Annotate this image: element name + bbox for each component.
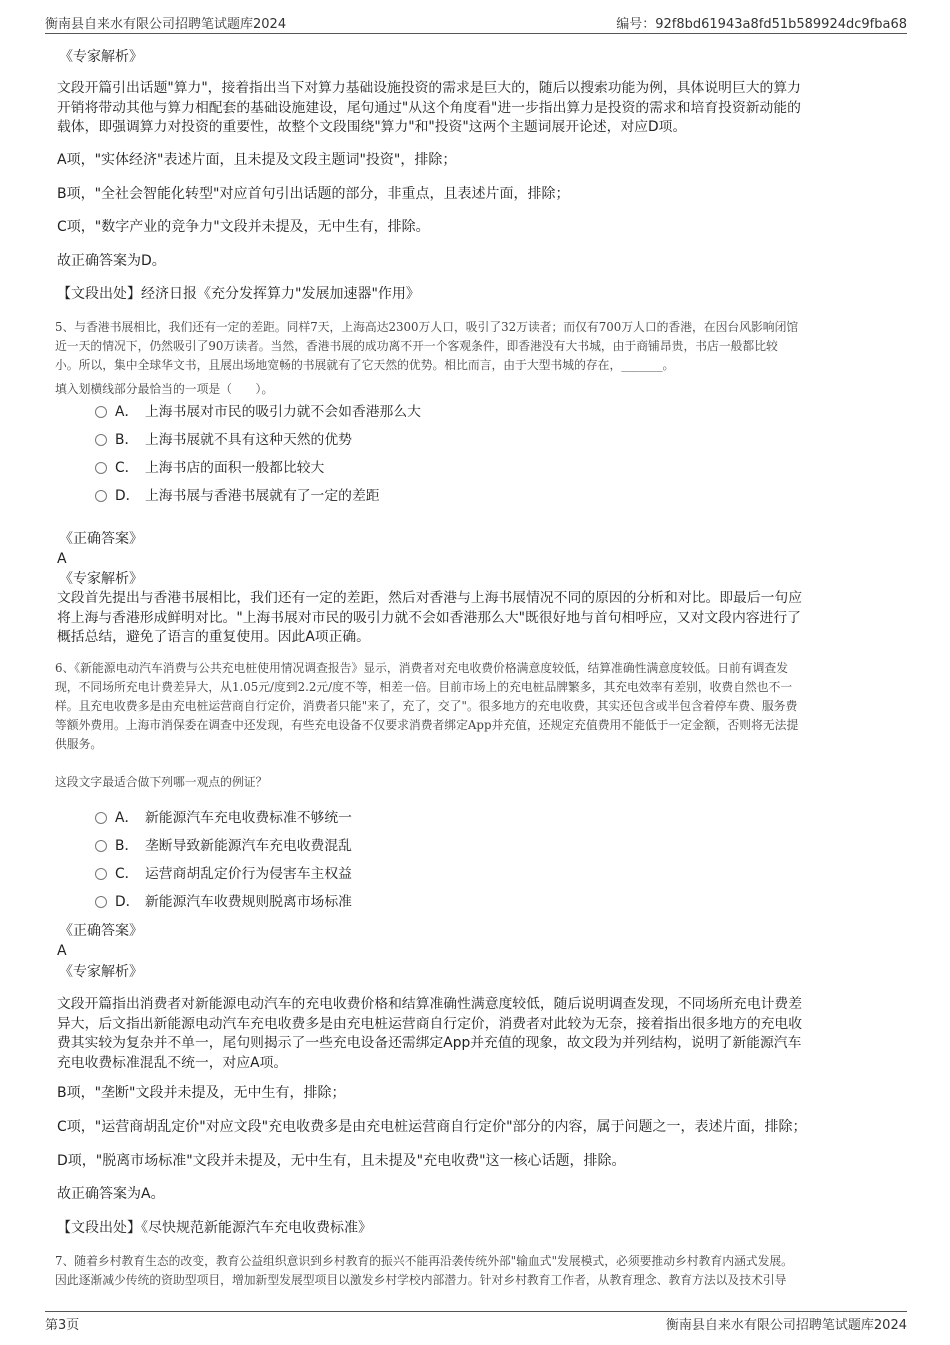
option-label: A． (115, 404, 139, 420)
header-title: 衡南县自来水有限公司招聘笔试题库2024 (45, 17, 287, 32)
q4-option-a-note: A项，"实体经济"表述片面，且未提及文段主题词"投资"，排除； (57, 152, 457, 168)
q6-option-b[interactable] (95, 836, 352, 856)
option-label: C． (115, 460, 139, 476)
option-text: 运营商胡乱定价行为侵害车主权益 (145, 866, 352, 882)
q5-option-c[interactable] (95, 458, 324, 478)
option-label: D． (115, 894, 140, 910)
q5-stem: 填入划横线部分最恰当的一项是（ ）。 (55, 382, 274, 396)
q6-analysis-line: 文段开篇指出消费者对新能源电动汽车的充电收费价格和结算准确性满意度较低，随后说明调查发现，不同场所充电计费差 (57, 996, 803, 1012)
q5-option-b[interactable] (95, 430, 352, 450)
q7-line: 因此逐渐减少传统的资助型项目，增加新型发展型项目以激发乡村学校内部潜力。针对乡村教育工作者，从教育理念、教育方法以及技术引导 (55, 1273, 787, 1287)
radio-icon[interactable] (95, 434, 107, 446)
q5-analysis (57, 589, 892, 648)
q6-analysis-title: 《专家解析》 (59, 964, 143, 980)
q6-option-c[interactable] (95, 864, 352, 884)
option-text: 上海书展与香港书展就有了一定的差距 (145, 488, 380, 504)
radio-icon[interactable] (95, 462, 107, 474)
page-number: 第3页 (45, 1318, 80, 1333)
q5-analysis-line: 将上海与香港形成鲜明对比。"上海书展对市民的吸引力就不会如香港那么大"既很好地与首句相呼应，又对文段内容进行了 (57, 609, 801, 626)
q4-analysis-line: 载体，即强调算力对投资的重要性，故整个文段围绕"算力"和"投资"这两个主题词展开论述，对应D项。 (57, 119, 687, 135)
q4-answer: 故正确答案为D。 (57, 253, 166, 269)
q6-option-d[interactable] (95, 892, 352, 912)
q6-line: 6、《新能源电动汽车消费与公共充电桩使用情况调查报告》显示，消费者对充电收费价格满意度较低，结算准确性满意度较低。日前有调查发 (55, 661, 789, 675)
option-label: B． (115, 432, 139, 448)
radio-icon[interactable] (95, 868, 107, 880)
header-divider (45, 33, 907, 34)
radio-icon[interactable] (95, 406, 107, 418)
q7-question (55, 1252, 895, 1290)
option-text: 上海书展就不具有这种天然的优势 (145, 432, 352, 448)
option-text: 垄断导致新能源汽车充电收费混乱 (145, 838, 352, 854)
q4-analysis (57, 79, 892, 138)
radio-icon[interactable] (95, 896, 107, 908)
q6-option-c-note: C项，"运营商胡乱定价"对应文段"充电收费多是由充电桩运营商自行定价"部分的内容，属于问题之一，表述片面，排除； (57, 1119, 807, 1135)
q5-option-a[interactable] (95, 402, 421, 422)
q4-analysis-line: 文段开篇引出话题"算力"，接着指出当下对算力基础设施投资的需求是巨大的，随后以搜索功能为例，具体说明巨大的算力 (57, 80, 801, 96)
q6-source: 【文段出处】《尽快规范新能源汽车充电收费标准》 (57, 1220, 372, 1236)
radio-icon[interactable] (95, 840, 107, 852)
q6-analysis-line: 异大，后文指出新能源电动汽车充电收费多是由充电桩运营商自行定价，消费者对此较为无奈，接着指出很多地方的充电收 (57, 1015, 803, 1032)
document-id: 编号：92f8bd61943a8fd51b589924dc9fba68 (616, 17, 907, 32)
q6-line: 供服务。 (55, 737, 103, 751)
option-label: C． (115, 866, 139, 882)
q5-line: 小。所以，集中全球华文书，且展出场地宽畅的书展就有了它天然的优势。相比而言，由于大型书城的存在，_______。 (55, 358, 675, 372)
q5-question (55, 318, 895, 375)
q6-line: 现，不同场所充电计费差异大，从1.05元/度到2.2元/度不等，相差一倍。目前市场上的充电桩品牌繁多，其充电效率有差别，收费自然也不一 (55, 680, 793, 694)
q4-source: 【文段出处】经济日报《充分发挥算力"发展加速器"作用》 (57, 286, 420, 302)
q6-line: 等额外费用。上海市消保委在调查中还发现，有些充电设备不仅要求消费者绑定App并充值，还规定充值费用不能低于一定金额，否则将无法提 (55, 718, 799, 732)
q6-answer-title: 《正确答案》 (59, 923, 143, 939)
q4-analysis-title: 《专家解析》 (59, 49, 143, 65)
q5-answer-title: 《正确答案》 (59, 531, 143, 547)
q4-option-b-note: B项，"全社会智能化转型"对应首句引出话题的部分，非重点，且表述片面，排除； (57, 186, 570, 202)
q6-question (55, 659, 895, 754)
q5-analysis-title: 《专家解析》 (59, 571, 143, 587)
option-text: 新能源汽车充电收费标准不够统一 (145, 810, 352, 826)
q5-analysis-line: 概括总结，避免了语言的重复使用。因此A项正确。 (57, 629, 370, 645)
q4-analysis-line: 开销将带动其他与算力相配套的基础设施建设，尾句通过"从这个角度看"进一步指出算力是投资的需求和培育投资新动能的 (57, 99, 801, 116)
q5-option-d[interactable] (95, 486, 380, 506)
q5-line: 近一天的情况下，仍然吸引了90万读者。当然，香港书展的成功离不开一个客观条件，即香港没有大书城，由于商铺昂贵，书店一般都比较 (55, 339, 778, 353)
footer-title: 衡南县自来水有限公司招聘笔试题库2024 (665, 1318, 907, 1333)
option-label: B． (115, 838, 139, 854)
option-text: 上海书展对市民的吸引力就不会如香港那么大 (145, 404, 421, 420)
option-text: 上海书店的面积一般都比较大 (145, 460, 325, 476)
footer-divider (45, 1311, 907, 1312)
q6-line: 样。且充电收费多是由充电桩运营商自行定价，消费者只能"来了，充了，交了"。很多地方的充电收费，其实还包含或半包含着停车费、服务费 (55, 699, 798, 713)
q5-analysis-line: 文段首先提出与香港书展相比，我们还有一定的差距，然后对香港与上海书展情况不同的原因的分析和对比。即最后一句应 (57, 590, 803, 606)
option-label: D． (115, 488, 140, 504)
option-label: A． (115, 810, 139, 826)
q6-analysis-line: 费其实较为复杂并不单一，尾句则揭示了一些充电设备还需绑定App并充值的现象，故文段为并列结构，说明了新能源汽车 (57, 1035, 802, 1051)
q6-option-b-note: B项，"垄断"文段并未提及，无中生有，排除； (57, 1085, 346, 1101)
option-text: 新能源汽车收费规则脱离市场标准 (145, 894, 352, 910)
q6-analysis-line: 充电收费标准混乱不统一，对应A项。 (57, 1054, 288, 1071)
q5-line: 5、与香港书展相比，我们还有一定的差距。同样7天，上海高达2300万人口，吸引了32万读者；而仅有700万人口的香港，在因台风影响闭馆 (55, 320, 799, 334)
q6-final-answer: 故正确答案为A。 (57, 1186, 165, 1202)
q6-stem: 这段文字最适合做下列哪一观点的例证？ (55, 775, 268, 789)
q4-option-c-note: C项，"数字产业的竞争力"文段并未提及，无中生有，排除。 (57, 219, 430, 235)
q5-answer: A (57, 551, 67, 567)
radio-icon[interactable] (95, 812, 107, 824)
q6-answer: A (57, 943, 67, 959)
radio-icon[interactable] (95, 490, 107, 502)
q7-line: 7、随着乡村教育生态的改变，教育公益组织意识到乡村教育的振兴不能再沿袭传统外部"输血式"发展模式，必须要推动乡村教育内涵式发展。 (55, 1254, 793, 1268)
q6-analysis (57, 995, 892, 1073)
q6-option-d-note: D项，"脱离市场标准"文段并未提及，无中生有，且未提及"充电收费"这一核心话题，排除。 (57, 1153, 626, 1169)
q6-option-a[interactable] (95, 808, 352, 828)
